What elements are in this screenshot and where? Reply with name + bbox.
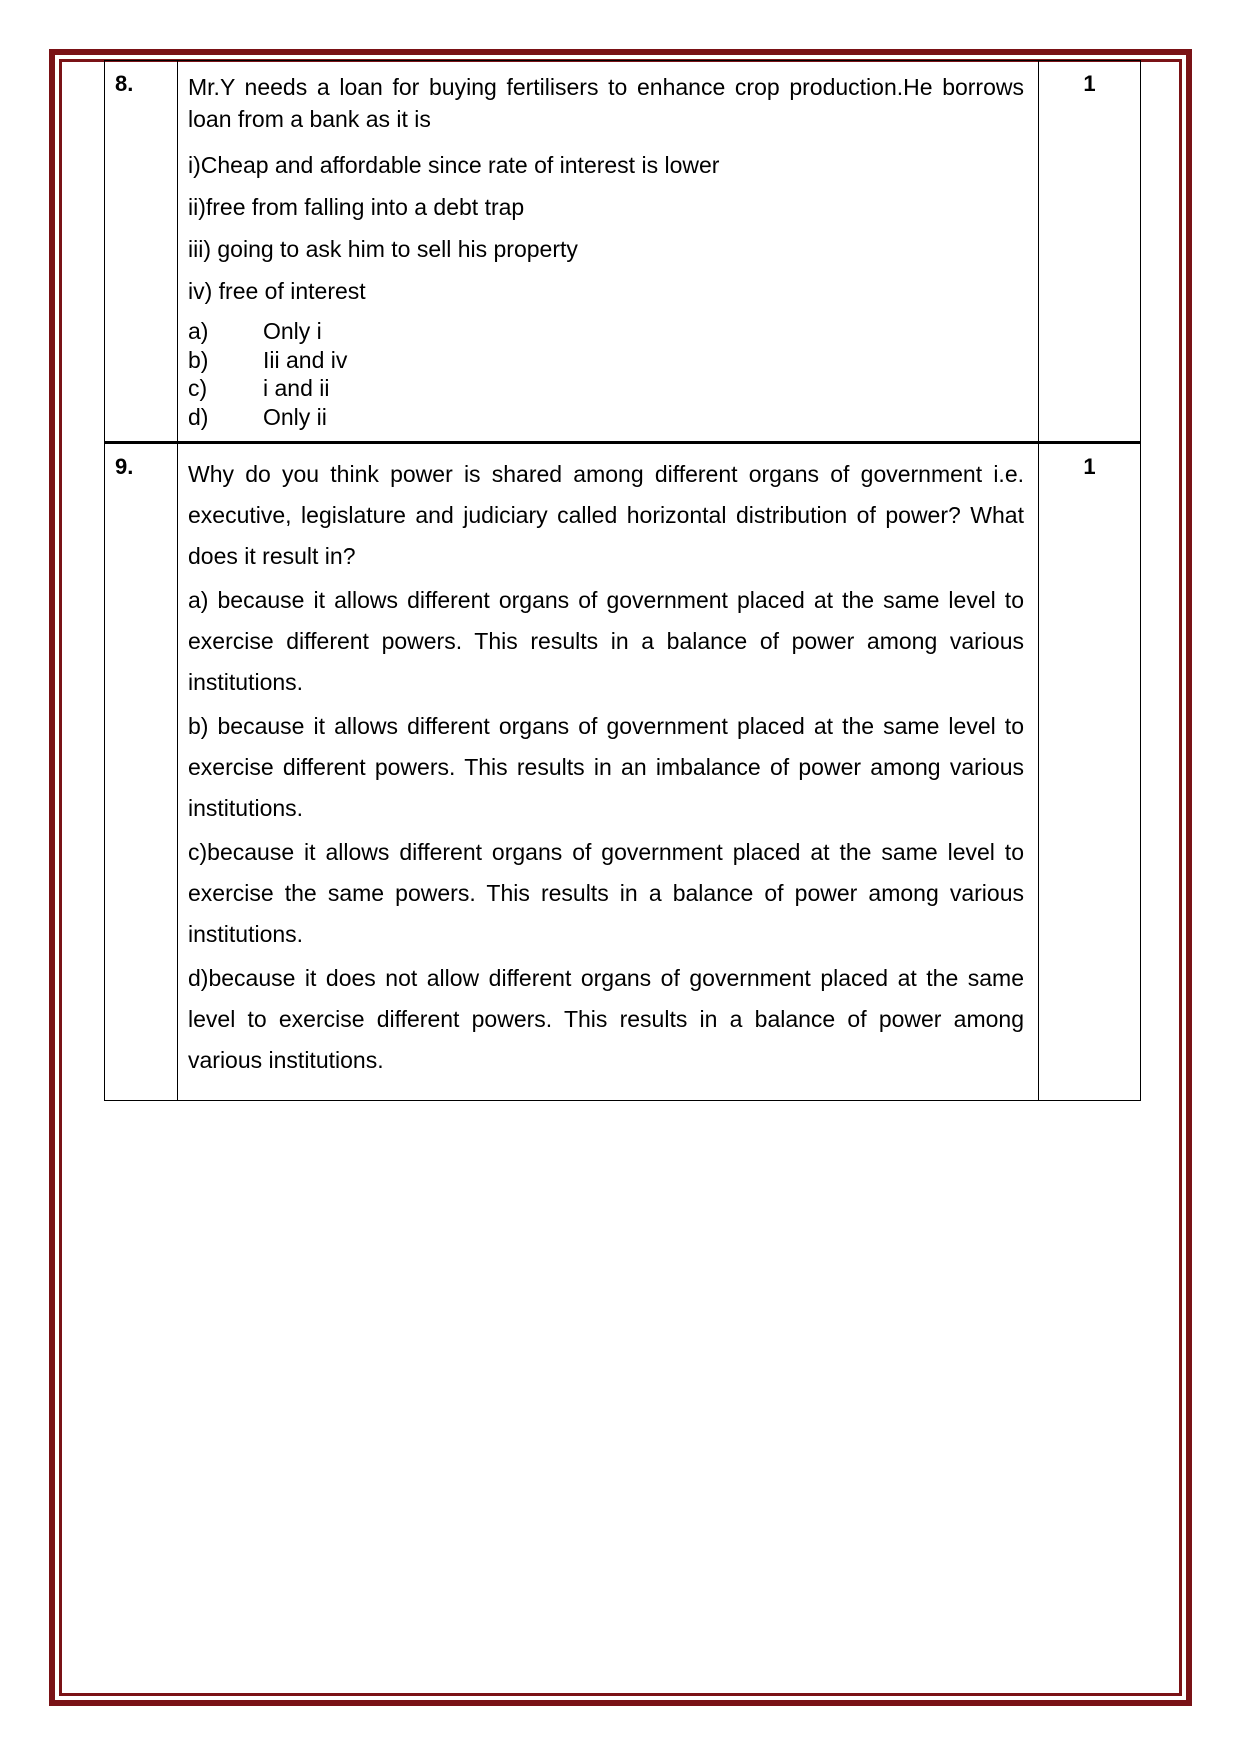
marks-value: 1: [1083, 454, 1096, 479]
statement-iii: iii) going to ask him to sell his property: [188, 236, 578, 262]
option-text: i and ii: [263, 375, 330, 401]
option-label: c): [188, 375, 208, 401]
question-stem: Why do you think power is shared among different organs of government i.e. executive, legislature and judiciary called horizontal distribution of power? What does it result in?: [188, 461, 1024, 569]
question-number: 9.: [115, 454, 134, 479]
option-a: [188, 317, 1024, 346]
question-body: [178, 443, 1039, 1101]
question-number: 8.: [115, 71, 134, 96]
option-text: Only ii: [263, 403, 327, 430]
questions-table: [104, 60, 1141, 1101]
marks-value: 1: [1083, 71, 1096, 96]
option-text: Iii and iv: [263, 346, 348, 373]
statement-i: i)Cheap and affordable since rate of interest is lower: [188, 152, 720, 178]
answer-options: [188, 317, 1024, 441]
question-body: [178, 61, 1039, 443]
option-a: a) because it allows different organs of government placed at the same level to exercise different powers. This results in a balance of power among various institutions.: [188, 587, 1024, 695]
marks-cell: [1039, 443, 1141, 1101]
option-d: [188, 403, 1024, 432]
statement-ii: ii)free from falling into a debt trap: [188, 194, 525, 220]
question-number-cell: [105, 61, 178, 443]
option-c: [188, 374, 1024, 403]
option-d: d)because it does not allow different organs of government placed at the same level to exercise different powers. This results in a balance of power among various institutions.: [188, 965, 1024, 1073]
statement-iv: iv) free of interest: [188, 278, 366, 304]
question-stem: Mr.Y needs a loan for buying fertilisers to enhance crop production.He borrows loan from a bank as it is: [188, 74, 1024, 132]
option-label: b): [188, 346, 209, 373]
marks-cell: [1039, 61, 1141, 443]
option-b: [188, 346, 1024, 375]
option-label: a): [188, 318, 209, 344]
option-label: d): [188, 403, 209, 430]
option-b: b) because it allows different organs of government placed at the same level to exercise different powers. This results in an imbalance of power among various institutions.: [188, 713, 1024, 821]
option-c: c)because it allows different organs of government placed at the same level to exercise the same powers. This results in a balance of power among various institutions.: [188, 839, 1024, 947]
question-row-9: [105, 443, 1141, 1101]
question-number-cell: [105, 443, 178, 1101]
question-row-8: [105, 61, 1141, 443]
option-text: Only i: [263, 318, 322, 344]
